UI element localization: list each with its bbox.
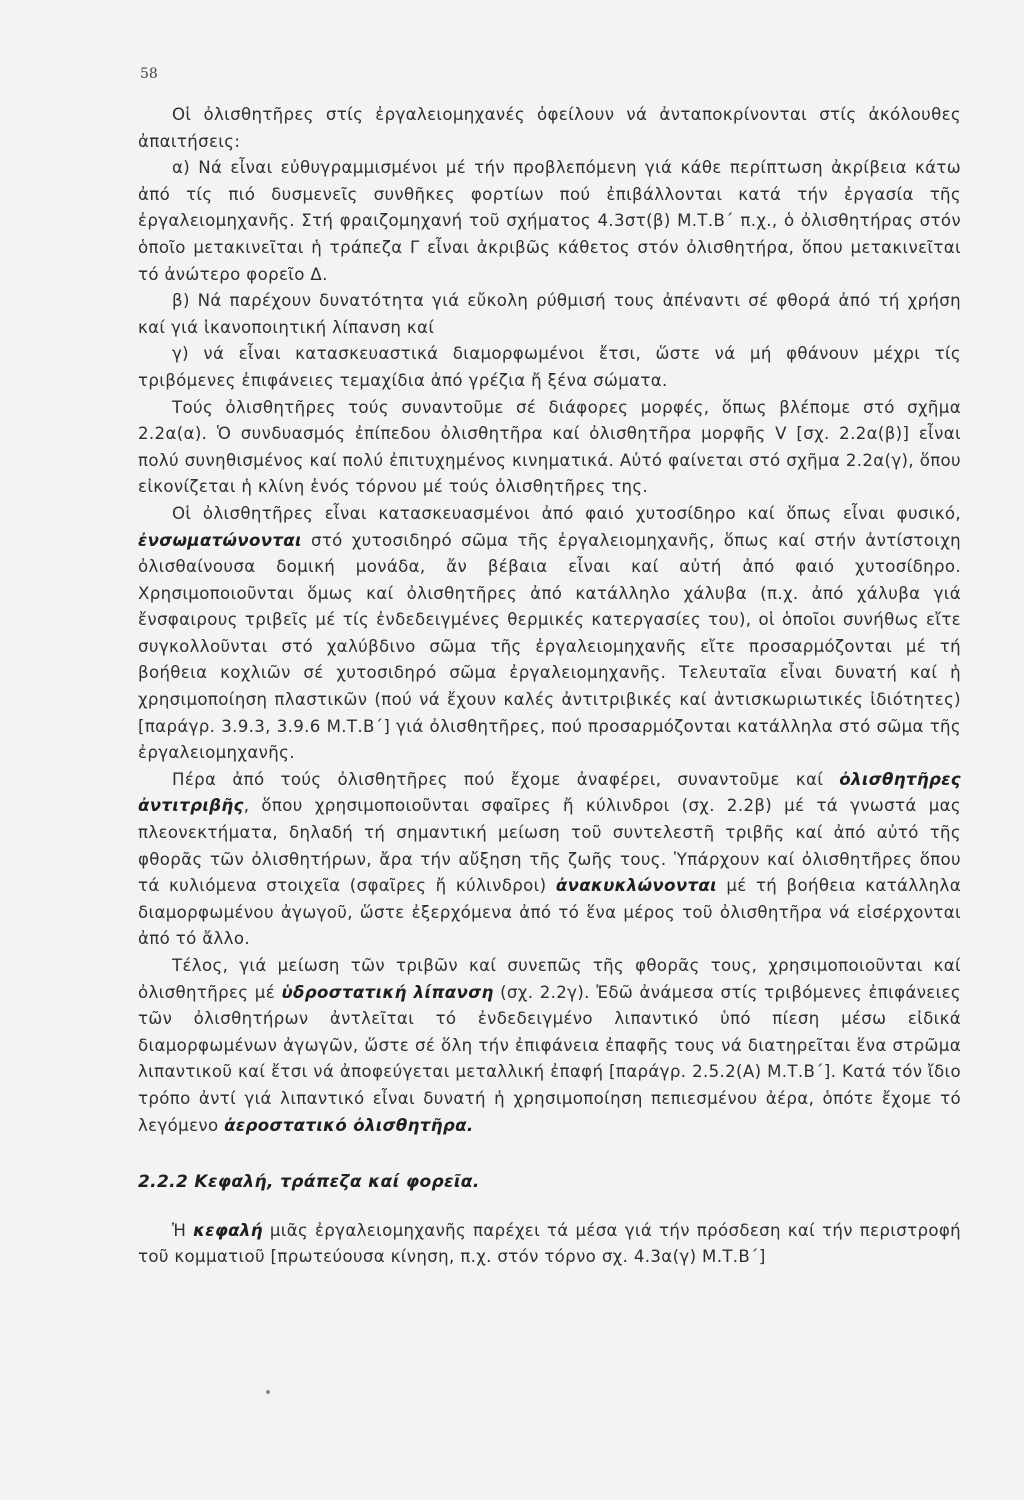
paragraph-head: Ἡ κεφαλή μιᾶς ἐργαλειομηχανῆς παρέχει τά μέσα γιά τήν πρόσδεση καί τήν περιστροφή τοῦ κομματιοῦ [πρωτεύουσα κίνηση, π.χ. στόν τόρνο σχ. 4.3α(γ) Μ.Τ.Β΄] [138,1220,962,1267]
paragraph-slide-materials: Οἱ ὀλισθητῆρες εἶναι κατασκευασμένοι ἀπό φαιό χυτοσίδηρο καί ὅπως εἶναι φυσικό, ἐνσωματώνονται στό χυτοσιδηρό σῶμα τῆς ἐργαλειομηχανῆς, ὅπως καί στήν ἀντίστοιχη ὀλισθαίνουσα δομική μονάδα, ἄν βέβαια εἶναι καί αὐτή ἀπό φαιό χυτοσίδηρο. Χρησιμοποιοῦνται ὅμως καί ὀλισθητῆρες ἀπό κατάλληλο χάλυβα (π.χ. ἀπό χάλυβα γιά ἔνσφαιρους τριβεῖς μέ τίς ἐνδεδειγμένες θερμικές κατεργασίες του), οἱ ὁποῖοι συνήθως εἴτε συγκολλοῦνται στό χαλύβδινο σῶμα τῆς ἐργαλειομηχανῆς εἴτε προσαρμόζονται μέ τή βοήθεια κοχλιῶν σέ χυτοσιδηρό σῶμα ἐργαλειομηχανῆς. Τελευταῖα εἶναι δυνατή καί ἡ χρησιμοποίηση πλαστικῶν (πού νά ἔχουν καλές ἀντιτριβικές καί ἀντισκωριωτικές ἰδιότητες) [παράγρ. 3.9.3, 3.9.6 Μ.Τ.Β΄] γιά ὀλισθητῆρες, πού προσαρμόζονται κατάλληλα στό σῶμα τῆς ἐργαλειομηχανῆς. [138,503,961,763]
paragraph-hydrostatic: Τέλος, γιά μείωση τῶν τριβῶν καί συνεπῶς τῆς φθορᾶς τους, χρησιμοποιοῦνται καί ὀλισθητῆρες μέ ὑδροστατική λίπανση (σχ. 2.2γ). Ἐδῶ ἀνάμεσα στίς τριβόμενες ἐπιφάνειες τῶν ὀλισθητήρων ἀντλεῖται τό ἐνδεδειγμένο λιπαντικό ὑπό πίεση μέσω εἰδικά διαμορφωμένων ἀγωγῶν, ὥστε σέ ὅλη τήν ἐπιφάνεια ἐπαφῆς τους νά διατηρεῖται ἕνα στρῶμα λιπαντικοῦ καί ἔτσι νά ἀποφεύγεται μεταλλική ἐπαφή [παράγρ. 2.5.2(Α) Μ.Τ.Β΄]. Κατά τόν ἴδιο τρόπο ἀντί γιά λιπαντικό εἶναι δυνατή ἡ χρησιμοποίηση πεπιεσμένου ἀέρα, ὁπότε ἔχομε τό λεγόμενο ἀεροστατικό ὀλισθητῆρα. [138,956,962,1135]
paragraph-requirement-b: β) Νά παρέχουν δυνατότητα γιά εὔκολη ρύθμισή τους ἀπέναντι σέ φθορά ἀπό τή χρήση καί γιά ἱκανοποιητική λίπανση καί [138,291,961,337]
emphasis-term: ὑδροστατική λίπανση [281,982,494,1002]
emphasis-term: ἀνακυκλώνονται [555,876,717,896]
paragraph-antifriction-slides: Πέρα ἀπό τούς ὀλισθητῆρες πού ἔχομε ἀναφέρει, συναντοῦμε καί ὀλισθητῆρες ἀντιτριβῆς, ὅπου χρησιμοποιοῦνται σφαῖρες ἤ κύλινδροι (σχ. 2.2β) μέ τά γνωστά μας πλεονεκτήματα, δηλαδή τή σημαντική μείωση τοῦ συντελεστῆ τριβῆς καί ἀπό αὐτό τῆς φθορᾶς τῶν ὀλισθητήρων, ἄρα τήν αὔξηση τῆς ζωῆς τους. Ὑπάρχουν καί ὀλισθητῆρες ὅπου τά κυλιόμενα στοιχεῖα (σφαῖρες ἤ κύλινδροι) ἀνακυκλώνονται μέ τή βοήθεια κατάλληλα διαμορφωμένου ἀγωγοῦ, ὥστε ἐξερχόμενα ἀπό τό ἕνα μέρος τοῦ ὀλισθητῆρα νά εἰσέρχονται ἀπό τό ἄλλο. [138,769,962,949]
emphasis-term: κεφαλή [193,1220,263,1240]
section-heading: 2.2.2 Κεφαλή, τράπεζα καί φορεῖα. [138,1172,480,1193]
body-text [138,102,961,1271]
page-number: 58 [140,66,158,82]
emphasis-term: ἀεροστατικό ὀλισθητῆρα. [224,1115,474,1135]
paragraph-requirement-c: γ) νά εἶναι κατασκευαστικά διαμορφωμένοι ἔτσι, ὥστε νά μή φθάνουν μέχρι τίς τριβόμενες ἐπιφάνειες τεμαχίδια ἀπό γρέζια ἤ ξένα σώματα. [138,344,961,390]
paragraph-slide-forms: Τούς ὀλισθητῆρες τούς συναντοῦμε σέ διάφορες μορφές, ὅπως βλέπομε στό σχῆμα 2.2α(α). Ὁ συνδυασμός ἐπίπεδου ὀλισθητῆρα καί ὀλισθητῆρα μορφῆς V [σχ. 2.2α(β)] εἶναι πολύ συνηθισμένος καί πολύ ἐπιτυχημένος κινηματικά. Αὐτό φαίνεται στό σχῆμα 2.2α(γ), ὅπου εἰκονίζεται ἡ κλίνη ἑνός τόρνου μέ τούς ὀλισθητῆρες της. [138,397,961,497]
scan-speck [266,1390,270,1394]
emphasis-term: ὀλισθητῆρες ἀντιτριβῆς [138,769,961,816]
paragraph-requirement-a: α) Νά εἶναι εὐθυγραμμισμένοι μέ τήν προβλεπόμενη γιά κάθε περίπτωση ἀκρίβεια κάτω ἀπό τίς πιό δυσμενεῖς συνθῆκες φορτίων πού ἐπιβάλλονται κατά τήν ἐργασία τῆς ἐργαλειομηχανῆς. Στή φραιζομηχανή τοῦ σχήματος 4.3στ(β) Μ.Τ.Β΄ π.χ., ὁ ὀλισθητήρας στόν ὁποῖο μετακινεῖται ἡ τράπεζα Γ εἶναι ἀκριβῶς κάθετος στόν ὀλισθητήρα, ὅπου μετακινεῖται τό ἀνώτερο φορεῖο Δ. [138,158,961,284]
emphasis-term: ἐνσωματώνονται [138,530,302,550]
paragraph-intro: Οἱ ὀλισθητῆρες στίς ἐργαλειομηχανές ὀφείλουν νά ἀνταποκρίνονται στίς ἀκόλουθες ἀπαιτήσεις: [138,105,961,151]
